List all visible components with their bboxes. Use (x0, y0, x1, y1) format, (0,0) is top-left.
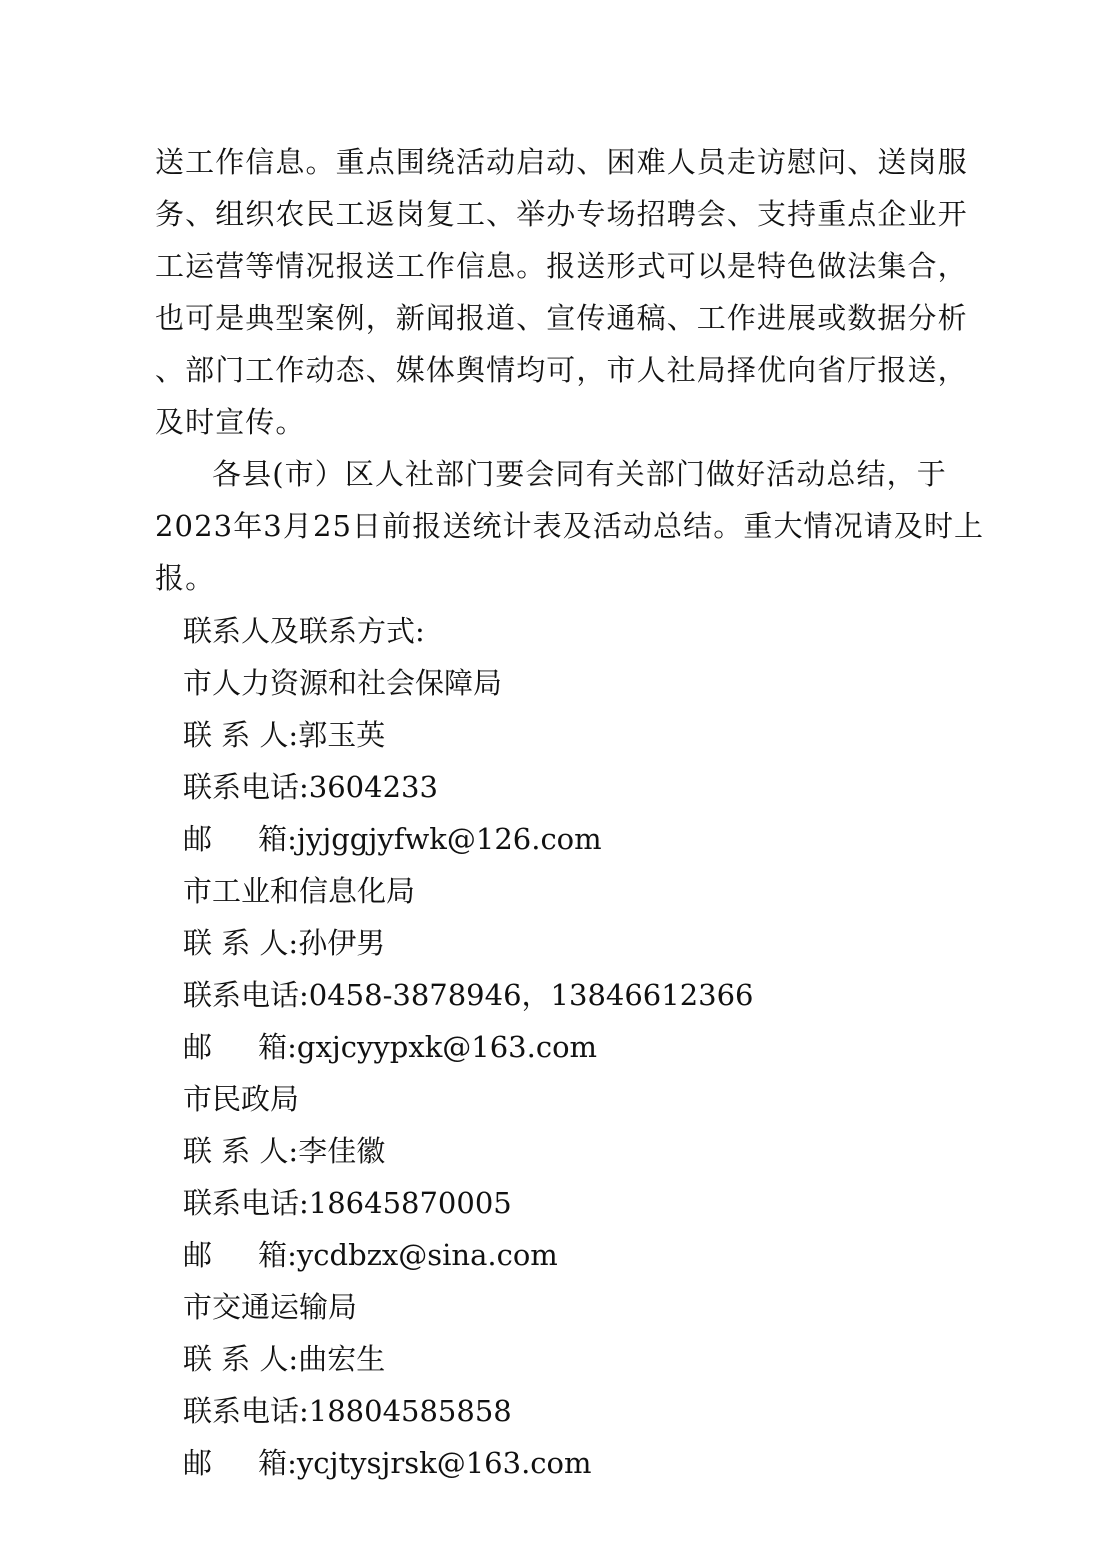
email-label: 邮 箱: (183, 1030, 297, 1064)
contact-email-row (183, 822, 602, 856)
contact-person: 曲宏生 (298, 1342, 386, 1376)
phone-label: 联系电话: (183, 1186, 309, 1220)
contact-org: 市交通运输局 (183, 1290, 358, 1324)
contact-person: 孙伊男 (298, 926, 386, 960)
person-label: 联 系 人: (183, 1342, 299, 1376)
contact-email: gxjcyypxk@163.com (296, 1030, 598, 1064)
contact-phone: 18804585858 (308, 1394, 512, 1428)
contact-phone-row (183, 770, 438, 804)
contacts-heading: 联系人及联系方式: (183, 614, 425, 648)
phone-label: 联系电话: (183, 770, 309, 804)
contact-email-row (183, 1238, 558, 1272)
contact-email: jyjggjyfwk@126.com (296, 822, 602, 856)
contact-phone-row (183, 978, 754, 1012)
person-label: 联 系 人: (183, 718, 299, 752)
contact-org: 市人力资源和社会保障局 (183, 666, 503, 700)
paragraph-line: 送工作信息。重点围绕活动启动、困难人员走访慰问、送岗服 (155, 145, 968, 179)
contact-phone: 18645870005 (308, 1186, 512, 1220)
paragraph-line: 务、组织农民工返岗复工、举办专场招聘会、支持重点企业开 (155, 197, 968, 231)
email-label: 邮 箱: (183, 1446, 297, 1480)
email-label: 邮 箱: (183, 822, 297, 856)
contact-person-row (183, 1134, 385, 1168)
contact-phone-row (183, 1394, 512, 1428)
contact-phone: 0458-3878946，13846612366 (308, 978, 754, 1012)
contact-email: ycdbzx@sina.com (296, 1238, 558, 1272)
contact-org: 市民政局 (183, 1082, 300, 1116)
contact-person-row (183, 1342, 385, 1376)
paragraph-line: 各县(市）区人社部门要会同有关部门做好活动总结，于 (212, 457, 947, 491)
contact-org: 市工业和信息化局 (183, 874, 416, 908)
paragraph-line: 工运营等情况报送工作信息。报送形式可以是特色做法集合， (155, 249, 968, 283)
contact-person-row (183, 718, 385, 752)
person-label: 联 系 人: (183, 926, 299, 960)
contact-phone-row (183, 1186, 512, 1220)
paragraph-line: 报。 (155, 561, 216, 595)
email-label: 邮 箱: (183, 1238, 297, 1272)
contact-email: ycjtysjrsk@163.com (296, 1446, 592, 1480)
contact-phone: 3604233 (308, 770, 438, 804)
contact-person-row (183, 926, 385, 960)
phone-label: 联系电话: (183, 1394, 309, 1428)
paragraph-line: 及时宣传。 (155, 405, 306, 439)
contact-person: 李佳徽 (298, 1134, 386, 1168)
contact-email-row (183, 1446, 592, 1480)
contact-person: 郭玉英 (298, 718, 386, 752)
phone-label: 联系电话: (183, 978, 309, 1012)
contact-email-row (183, 1030, 597, 1064)
person-label: 联 系 人: (183, 1134, 299, 1168)
paragraph-line: 2023年3月25日前报送统计表及活动总结。重大情况请及时上 (155, 509, 985, 543)
paragraph-line: 也可是典型案例，新闻报道、宣传通稿、工作进展或数据分析 (155, 301, 968, 335)
paragraph-line: 、部门工作动态、媒体舆情均可，市人社局择优向省厅报送， (155, 353, 968, 387)
